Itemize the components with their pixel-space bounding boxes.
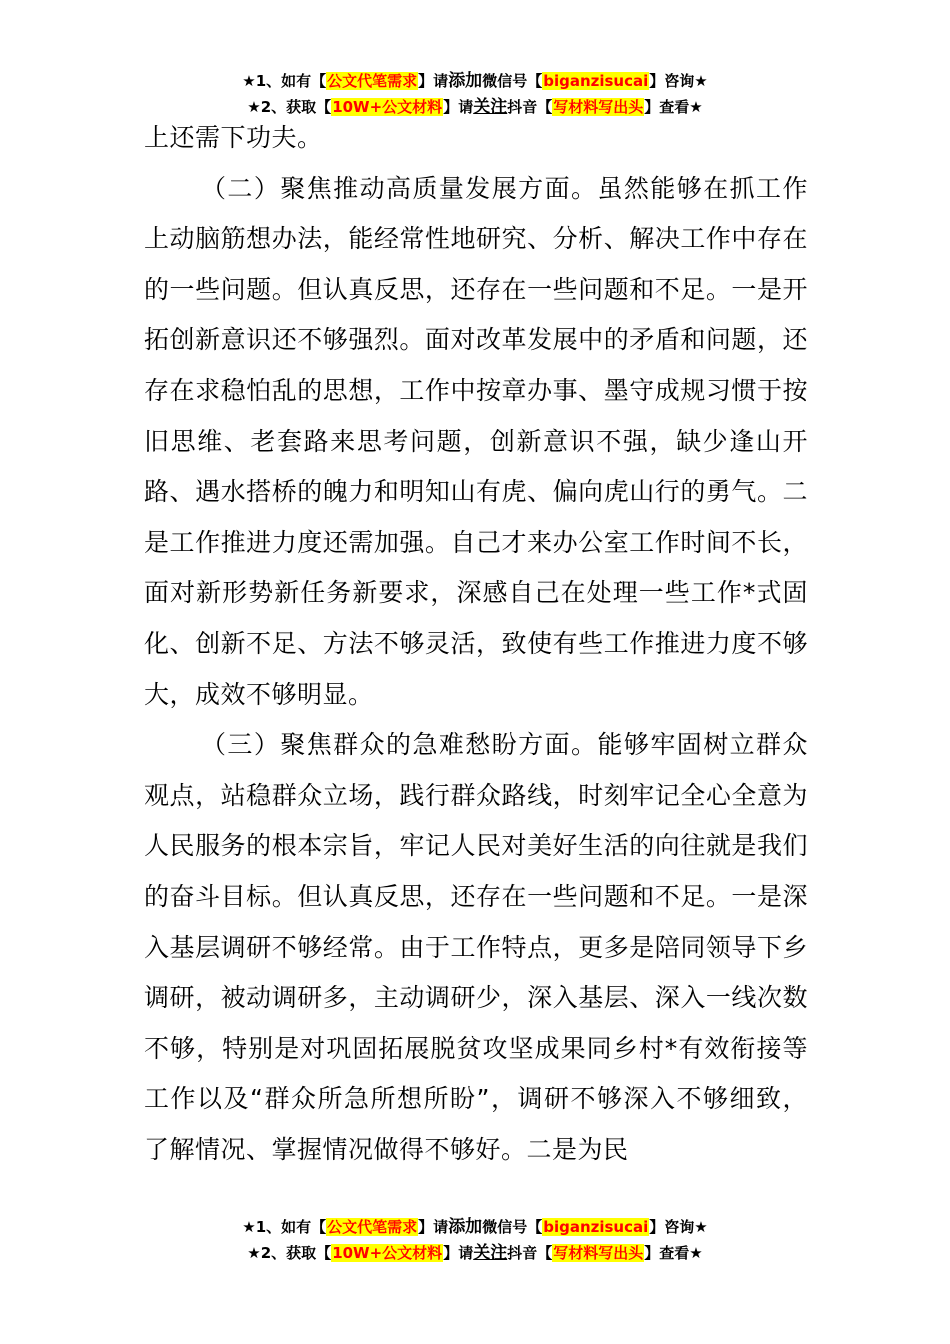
paragraph-continuation: 上还需下功夫。 [144,123,323,152]
banner-highlight: 公文代笔需求 [327,1218,418,1236]
banner-emphasis: 添加 [448,1217,483,1237]
banner-highlight: 写材料写出头 [553,1244,644,1262]
banner-text: 微信号【 [482,1218,543,1236]
banner-text: 】咨询★ [649,72,708,90]
banner-emphasis: 关注 [473,97,508,117]
banner-text: 微信号【 [482,72,543,90]
banner-highlight: 10W+公文材料 [332,1244,443,1262]
banner-text: 】请 [418,72,449,90]
paragraph-section-3: （三）聚焦群众的急难愁盼方面。能够牢固树立群众观点，站稳群众立场，践行群众路线，时刻牢记全心全意为人民服务的根本宗旨，牢记人民对美好生活的向往就是我们的奋斗目标。但认真反思，还存在一些问题和不足。一是深入基层调研不够经常。由于工作特点，更多是陪同领导下乡调研，被动调研多，主动调研少，深入基层、深入一线次数不够，特别是对巩固拓展脱贫攻坚成果同乡村*有效衔接等工作以及“群众所急所想所盼”，调研不够深入不够细致，了解情况、掌握情况做得不够好。二是为民 [144,730,808,1164]
banner-highlight: 写材料写出头 [553,98,644,116]
banner-text: ★2、获取【 [247,1244,332,1262]
banner-highlight: biganzisucai [543,1218,649,1236]
paragraph-section-2: （二）聚焦推动高质量发展方面。虽然能够在抓工作上动脑筋想办法，能经常性地研究、分析、解决工作中存在的一些问题。但认真反思，还存在一些问题和不足。一是开拓创新意识还不够强烈。面对改革发展中的矛盾和问题，还存在求稳怕乱的思想，工作中按章办事、墨守成规习惯于按旧思维、老套路来思考问题，创新意识不强，缺少逢山开路、遇水搭桥的魄力和明知山有虎、偏向虎山行的勇气。二是工作推进力度还需加强。自己才来办公室工作时间不长，面对新形势新任务新要求，深感自己在处理一些工作*式固化、创新不足、方法不够灵活，致使有些工作推进力度不够大，成效不够明显。 [144,173,808,709]
banner-text: ★2、获取【 [247,98,332,116]
banner-emphasis: 添加 [448,71,483,91]
banner-text: ★1、如有【 [242,1218,327,1236]
banner-text: 】查看★ [644,98,703,116]
banner-text: ★1、如有【 [242,72,327,90]
banner-text: 】请 [418,1218,449,1236]
banner-highlight: 公文代笔需求 [327,72,418,90]
footer-banner-line-2 [0,1240,950,1266]
banner-highlight: biganzisucai [543,72,649,90]
banner-text: 抖音【 [507,98,553,116]
banner-text: 抖音【 [507,1244,553,1262]
footer-banner-line-1 [0,1214,950,1240]
banner-text: 】咨询★ [649,1218,708,1236]
document-body [144,113,808,1175]
banner-highlight: 10W+公文材料 [332,98,443,116]
banner-text: 】请 [443,1244,474,1262]
header-banner-line-1 [0,68,950,94]
banner-text: 】查看★ [644,1244,703,1262]
banner-emphasis: 关注 [473,1243,508,1263]
banner-text: 】请 [443,98,474,116]
footer-banner [0,1214,950,1266]
